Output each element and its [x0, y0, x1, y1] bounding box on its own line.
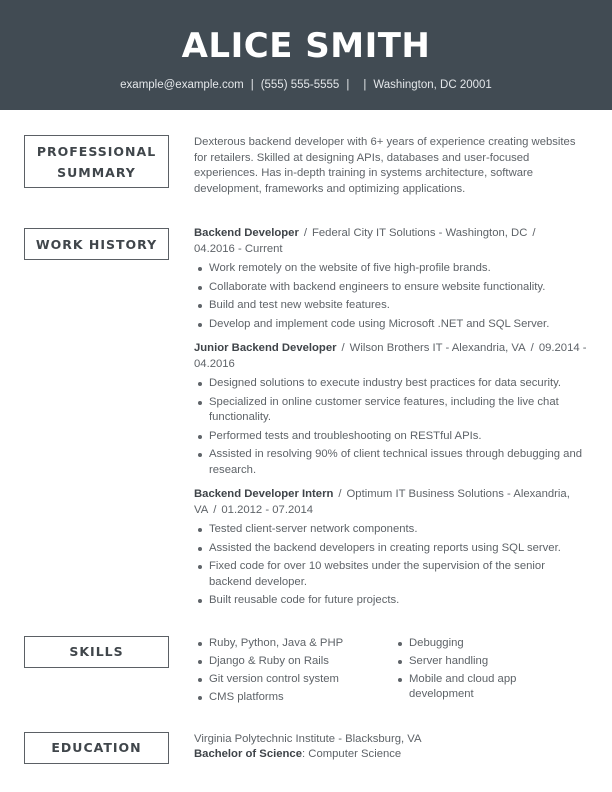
- summary-heading-line2: SUMMARY: [57, 164, 136, 180]
- skills-heading: [24, 636, 169, 668]
- job-bullet: Designed solutions to execute industry best practices for data security.: [194, 376, 589, 392]
- skill-item: Ruby, Python, Java & PHP: [194, 636, 394, 651]
- summary-text: Dexterous backend developer with 6+ years of experience creating websites for retailers. Skilled at designing APIs, databases and user-focused experiences. Has in-depth training in systems architecture, software development, frameworks and optimizing applications.: [194, 136, 576, 195]
- skills-column-2: [394, 636, 579, 708]
- job-dates: 09.2014 - 04.2016: [194, 342, 587, 370]
- contact-separator: |: [250, 79, 254, 91]
- skill-item: CMS platforms: [194, 690, 394, 705]
- job-company: Wilson Brothers IT - Alexandria, VA: [349, 342, 526, 354]
- slash-separator: /: [530, 342, 534, 354]
- contact-email: example@example.com: [120, 79, 244, 91]
- job-entry: [194, 341, 589, 478]
- slash-separator: /: [303, 227, 307, 239]
- job-title: Junior Backend Developer: [194, 342, 337, 354]
- skill-item: Debugging: [394, 636, 579, 651]
- job-bullet: Specialized in online customer service features, including the live chat functionality.: [194, 395, 589, 426]
- skills-columns: [194, 636, 589, 708]
- job-title: Backend Developer Intern: [194, 488, 334, 500]
- job-header: [194, 341, 589, 372]
- skill-item: Django & Ruby on Rails: [194, 654, 394, 669]
- job-dates: 01.2012 - 07.2014: [221, 503, 314, 516]
- skills-content: [194, 636, 589, 708]
- work-history-heading-text: WORK HISTORY: [35, 236, 158, 252]
- skills-heading-text: SKILLS: [69, 644, 124, 659]
- education-content: [194, 732, 589, 763]
- contact-separator: |: [346, 79, 350, 91]
- job-bullets: [194, 261, 589, 332]
- job-bullet: Fixed code for over 10 websites under the supervision of the senior backend developer.: [194, 559, 589, 590]
- skill-item: Server handling: [394, 654, 579, 669]
- summary-heading: [24, 135, 169, 188]
- summary-content: [194, 135, 589, 197]
- education-heading-text: EDUCATION: [51, 740, 142, 755]
- job-bullet: Build and test new website features.: [194, 298, 589, 314]
- job-company: Federal City IT Solutions - Washington, DC: [312, 227, 528, 239]
- job-bullet: Develop and implement code using Microsoft .NET and SQL Server.: [194, 317, 589, 333]
- job-bullet: Collaborate with backend engineers to ensure website functionality.: [194, 280, 589, 296]
- contact-separator: |: [363, 79, 367, 91]
- summary-heading-line1: PROFESSIONAL: [36, 143, 157, 159]
- education-field: Computer Science: [308, 748, 402, 760]
- education-degree-line: [194, 747, 589, 763]
- work-history-content: [194, 226, 589, 612]
- job-bullet: Assisted in resolving 90% of client technical issues through debugging and research.: [194, 447, 589, 478]
- skills-section: [0, 636, 612, 708]
- degree-colon: :: [302, 748, 309, 760]
- skill-item: Mobile and cloud app development: [394, 672, 579, 702]
- skill-item: Git version control system: [194, 672, 394, 687]
- contact-location: Washington, DC 20001: [373, 79, 492, 91]
- job-bullets: [194, 522, 589, 609]
- contact-line: [0, 78, 612, 92]
- education-school: Virginia Polytechnic Institute - Blacksburg, VA: [194, 732, 422, 745]
- job-bullet: Assisted the backend developers in creating reports using SQL server.: [194, 541, 589, 557]
- job-entry: [194, 487, 589, 609]
- education-degree: Bachelor of Science: [194, 748, 302, 760]
- slash-separator: /: [341, 342, 345, 354]
- job-bullet: Built reusable code for future projects.: [194, 593, 589, 609]
- job-bullet: Performed tests and troubleshooting on RESTful APIs.: [194, 429, 589, 445]
- job-entry: [194, 226, 589, 332]
- education-heading: [24, 732, 169, 764]
- slash-separator: /: [338, 488, 342, 500]
- job-bullet: Work remotely on the website of five high-profile brands.: [194, 261, 589, 277]
- work-history-section: [0, 226, 612, 612]
- education-section: [0, 732, 612, 784]
- work-history-heading: [24, 228, 169, 260]
- job-header: [194, 226, 589, 257]
- candidate-name: ALICE SMITH: [181, 26, 431, 66]
- job-company: Optimum IT Business Solutions - Alexandria, VA: [194, 488, 570, 516]
- resume-header: [0, 0, 612, 110]
- slash-separator: /: [213, 503, 217, 516]
- slash-separator: /: [532, 227, 536, 239]
- job-bullets: [194, 376, 589, 478]
- job-title: Backend Developer: [194, 227, 299, 239]
- skills-column-1: [194, 636, 394, 708]
- contact-phone: (555) 555-5555: [260, 79, 340, 91]
- job-bullet: Tested client-server network components.: [194, 522, 589, 538]
- summary-section: [0, 135, 612, 197]
- job-dates: 04.2016 - Current: [194, 242, 283, 255]
- job-header: [194, 487, 589, 518]
